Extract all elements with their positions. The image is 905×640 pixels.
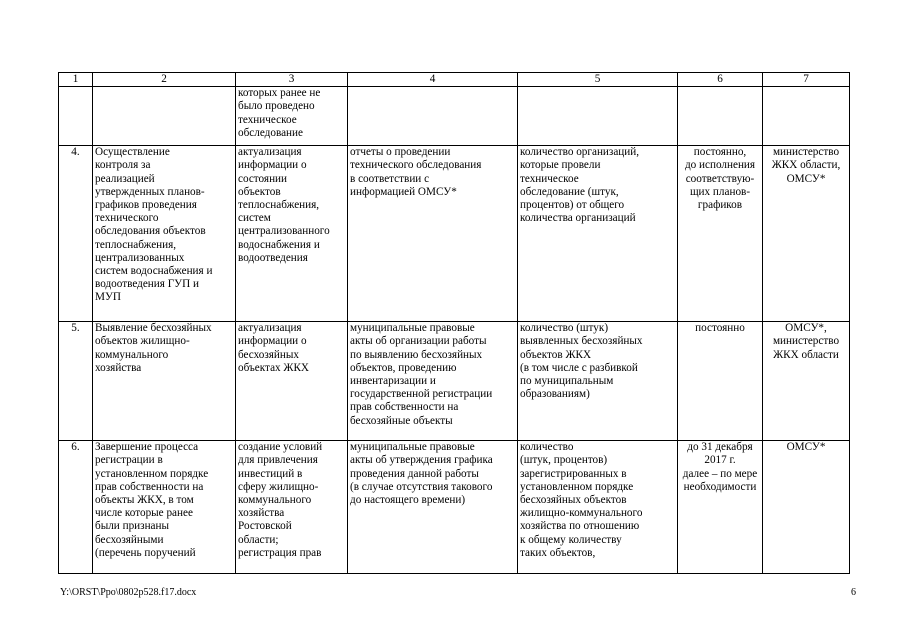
cell-responsible: ОМСУ*: [763, 441, 850, 574]
row-number: 4.: [59, 146, 93, 322]
file-path: Y:\ORST\Ppo\0802p528.f17.docx: [60, 587, 197, 598]
cell-measure: Осуществление контроля за реализацией утвержденных планов- графиков проведения технического обследования объектов теплоснабжения, централизованных систем водоснабжения и водоотведения ГУП и МУП: [93, 146, 236, 322]
cell-indicator: количество (штук) выявленных бесхозяйных объектов ЖКХ (в том числе с разбивкой по муниципальным образованиям): [518, 322, 678, 441]
column-number: 1: [59, 73, 93, 87]
cell-goal: создание условий для привлечения инвестиций в сферу жилищно- коммунального хозяйства Ростовской области; регистрация прав: [236, 441, 348, 574]
column-number-row: [59, 73, 850, 87]
column-number: 5: [518, 73, 678, 87]
cell-deadline: до 31 декабря 2017 г. далее – по мере необходимости: [678, 441, 763, 574]
column-number: 4: [348, 73, 518, 87]
cell-measure: Выявление бесхозяйных объектов жилищно- коммунального хозяйства: [93, 322, 236, 441]
row-number: 6.: [59, 441, 93, 574]
column-number: 2: [93, 73, 236, 87]
cell-indicator: количество (штук, процентов) зарегистрированных в установленном порядке бесхозяйных объектов жилищно-коммунального хозяйства по отношению к общему количеству таких объектов,: [518, 441, 678, 574]
cell-indicator: [518, 87, 678, 146]
measures-table: [58, 72, 850, 574]
page-number: 6: [851, 587, 856, 598]
cell-deadline: постоянно, до исполнения соответствую- щих планов- графиков: [678, 146, 763, 322]
table-row: [59, 322, 850, 441]
cell-documents: муниципальные правовые акты об организации работы по выявлению бесхозяйных объектов, проведению инвентаризации и государственной регистрации прав собственности на бесхозяйные объекты: [348, 322, 518, 441]
cell-goal: актуализация информации о состоянии объектов теплоснабжения, систем централизованного водоснабжения и водоотведения: [236, 146, 348, 322]
row-number: [59, 87, 93, 146]
cell-measure: [93, 87, 236, 146]
column-number: 7: [763, 73, 850, 87]
cell-documents: [348, 87, 518, 146]
table-row: [59, 441, 850, 574]
cell-responsible: [763, 87, 850, 146]
cell-goal: актуализация информации о бесхозяйных объектах ЖКХ: [236, 322, 348, 441]
cell-deadline: постоянно: [678, 322, 763, 441]
cell-responsible: ОМСУ*, министерство ЖКХ области: [763, 322, 850, 441]
column-number: 3: [236, 73, 348, 87]
column-number: 6: [678, 73, 763, 87]
continuation-row: [59, 87, 850, 146]
cell-deadline: [678, 87, 763, 146]
cell-documents: отчеты о проведении технического обследования в соответствии с информацией ОМСУ*: [348, 146, 518, 322]
cell-goal: которых ранее не было проведено техническое обследование: [236, 87, 348, 146]
cell-responsible: министерство ЖКХ области, ОМСУ*: [763, 146, 850, 322]
cell-indicator: количество организаций, которые провели техническое обследование (штук, процентов) от общего количества организаций: [518, 146, 678, 322]
table-row: [59, 146, 850, 322]
cell-measure: Завершение процесса регистрации в установленном порядке прав собственности на объекты ЖКХ, в том числе которые ранее были признаны бесхозяйными (перечень поручений: [93, 441, 236, 574]
cell-documents: муниципальные правовые акты об утверждения графика проведения данной работы (в случае отсутствия такового до настоящего времени): [348, 441, 518, 574]
row-number: 5.: [59, 322, 93, 441]
